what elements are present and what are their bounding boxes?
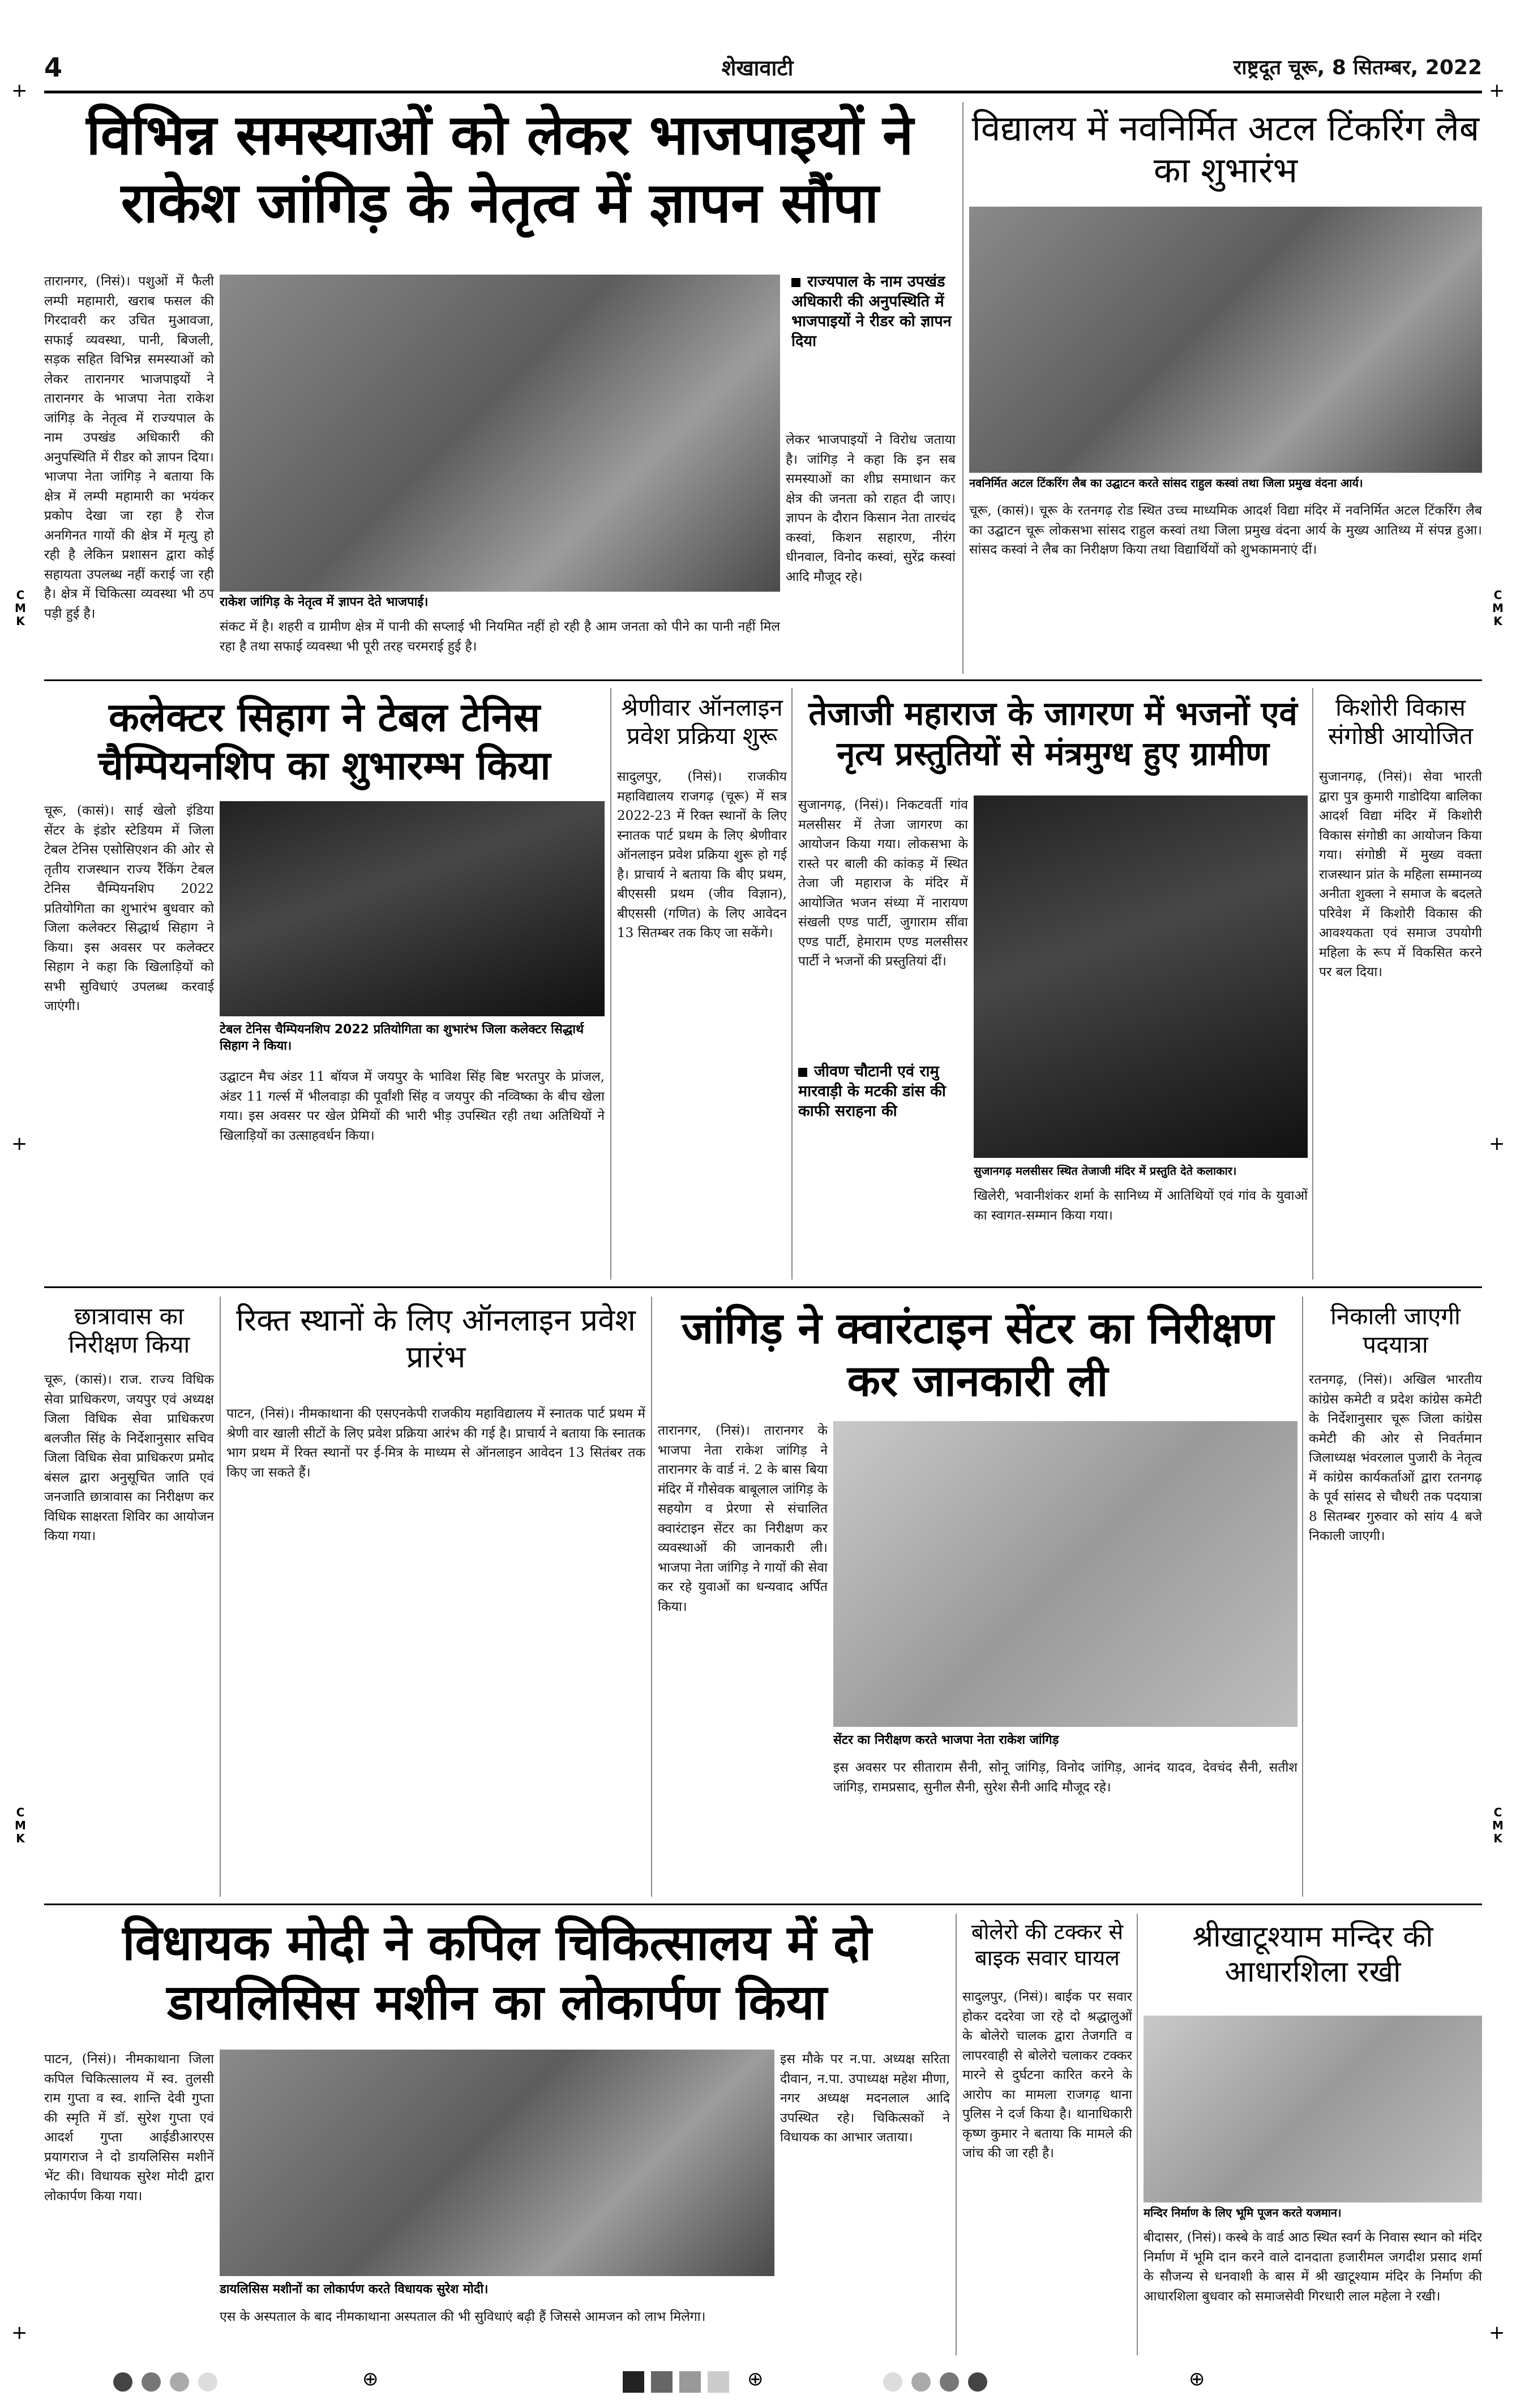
calibration-square [679, 2371, 701, 2393]
article-hostel-inspection [44, 1297, 214, 1897]
article-headline: किशोरी विकास संगोष्ठी आयोजित [1327, 694, 1474, 750]
article-callout [791, 272, 956, 419]
article-photo [1144, 2016, 1482, 2202]
registration-mark: + [1489, 1132, 1505, 1155]
article-body-side: इस मौके पर न.पा. अध्यक्ष सरिता दीवान, न.पा. उपाध्यक्ष महेश मीणा, नगर अध्यक्ष मदनलाल आदि उपस्थित रहे। चिकित्सकों ने विधायक का आभार जताया। [780, 2052, 950, 2145]
article-padyatra [1309, 1297, 1482, 1897]
article-body: चूरू, (कासं)। साई खेलो इंडिया सेंटर के इंडोर स्टेडियम में जिला टेबल टेनिस एसोसिएशन की ओर से तृतीय राजस्थान राज्य रैंकिंग टेबल टेनिस चैम्पियनशिप 2022 प्रतियोगिता का शुभारंभ बुधवार को जिला कलेक्टर सिद्धार्थ सिहाग ने किया। इस अवसर पर कलेक्टर सिहाग ने कहा कि खिलाड़ियों को सभी सुविधाएं उपलब्ध करवाई जाएंगी। [44, 803, 214, 1013]
section-rule [44, 1904, 1482, 1905]
article-headline: श्रीखाटूश्याम मन्दिर की आधारशिला रखी [1192, 1920, 1433, 1990]
masthead [44, 50, 1482, 89]
article-quarantine-center [658, 1297, 1297, 1897]
article-tejaji-jagran [798, 688, 1308, 1280]
article-body: सुजानगढ़, (निसं)। सेवा भारती द्वारा पुत्र कुमारी गाडोदिया बालिका आदर्श विद्या मंदिर में किशोरी विकास संगोष्ठी का आयोजन किया गया। संगोष्ठी में मुख्य वक्ता राजस्थान प्रांत के महिला सम्मानव्य अनीता शुक्ला ने समाज के बदलते परिवेश में किशोरी विकास की आवश्यकता एवं समाज उपयोगी महिला के रूप में विकसित करने पर बल दिया। [1319, 769, 1482, 980]
article-photo [833, 1421, 1297, 1727]
registration-mark: ⊕ [747, 2368, 764, 2390]
column-divider [610, 688, 611, 1280]
color-calibration-bar [0, 2361, 1516, 2406]
article-body-continued: उद्घाटन मैच अंडर 11 बॉयज में जयपुर के भाविश सिंह बिष्ट भरतपुर के प्रांजल, अंडर 11 गर्ल्स में भीलवाड़ा की पूर्वांशी सिंह व जयपुर की नव्विष्का के बीच खेला गया। इस अवसर पर खेल प्रेमियों की भारी भीड़ उपस्थित रही तथा अतिथियों ने खिलाड़ियों का उत्साहवर्धन किया। [220, 1070, 605, 1143]
cmyk-marker: C M K [15, 588, 26, 628]
article-headline: कलेक्टर सिहाग ने टेबल टेनिस चैम्पियनशिप का शुभारम्भ किया [98, 694, 551, 789]
photo-caption: सेंटर का निरीक्षण करते भाजपा नेता राकेश जांगिड़ [833, 1733, 1059, 1747]
article-headline: विधायक मोदी ने कपिल चिकित्सालय में दो डायलिसिस मशीन का लोकार्पण किया [122, 1915, 872, 2031]
article-headline: तेजाजी महाराज के जागरण में भजनों एवं नृत्य प्रस्तुतियों से मंत्रमुग्ध हुए ग्रामीण [808, 694, 1297, 773]
bullet-square-icon [798, 1068, 807, 1077]
edition-dateline: राष्ट्रदूत चूरू, 8 सितम्बर, 2022 [1233, 56, 1482, 79]
masthead-rule [44, 91, 1482, 93]
calibration-dot [883, 2372, 902, 2392]
calibration-dot [142, 2372, 161, 2392]
calibration-dot [940, 2372, 959, 2392]
article-body-continued: एस के अस्पताल के बाद नीमकाथाना अस्पताल की भी सुविधाएं बढ़ी हैं जिससे आमजन को लाभ मिलेगा। [220, 2309, 706, 2324]
article-body-columns: संकट में है। शहरी व ग्रामीण क्षेत्र में पानी की सप्लाई भी नियमित नहीं हो रही है आम जनता को पीने का पानी नहीं मिल रहा है तथा सफाई व्यवस्था भी पूरी तरह चरमराई हुई है। [220, 619, 780, 654]
registration-mark: + [11, 2321, 28, 2344]
calibration-dot [170, 2372, 189, 2392]
registration-mark: ⊕ [362, 2368, 379, 2390]
registration-mark: + [11, 1132, 28, 1155]
article-headline: छात्रावास का निरीक्षण किया [68, 1302, 190, 1359]
column-divider [956, 1914, 957, 2355]
calibration-dot [198, 2372, 217, 2392]
article-headline: जांगिड़ ने क्वारंटाइन सेंटर का निरीक्षण कर जानकारी ली [681, 1303, 1274, 1406]
article-online-admission [617, 688, 787, 1280]
article-photo [220, 275, 780, 592]
article-table-tennis [44, 688, 605, 1280]
article-body: सादुलपुर, (निसं)। बाईक पर सवार होकर ददरेवा जा रहे दो श्रद्धालुओं के बोलेरो चालक द्वारा तेजगति व लापरवाही से बोलेरो चलाकर टक्कर मारने से दुर्घटना कारित करने के आरोप का मामला राजगढ़ थाना पुलिस ने दर्ज किया है। थानाधिकारी कृष्ण कुमार ने बताया कि मामले की जांच की जा रही है। [962, 1990, 1132, 2161]
article-body: बीदासर, (निसं)। कस्बे के वार्ड आठ स्थित स्वर्ग के निवास स्थान को मंदिर निर्माण में भूमि दान करने वाले दानदाता हजारीमल जगदीश प्रसाद शर्मा के सौजन्य से धनवाशी के बास में श्री खाटूश्याम मंदिर के निर्माण की आधारशिला बुधवार को समाजसेवी गिरधारी लाल महेला ने रखी। [1144, 2230, 1482, 2304]
article-photo [220, 801, 605, 1016]
cmyk-marker: C M K [15, 1806, 26, 1845]
article-body: पाटन, (निसं)। नीमकाथाना जिला कपिल चिकित्सालय में स्व. तुलसी राम गुप्ता व स्व. शान्ति देवी गुप्ता की स्मृति में डॉ. सुरेश गुप्ता एवं आदर्श गुप्ता आईडीआरएस प्रयागराज ने दो डायलिसिस मशीनें भेंट की। विधायक सुरेश मोदी द्वारा लोकार्पण किया गया। [44, 2052, 214, 2204]
article-bjp-memorandum [44, 102, 956, 674]
cmyk-marker: C M K [1492, 588, 1504, 628]
article-body: चूरू, (कासं)। राज. राज्य विधिक सेवा प्राधिकरण, जयपुर एवं अध्यक्ष जिला विधिक सेवा प्राधिकरण बलजीत सिंह के निर्देशानुसार सचिव जिला विधिक सेवा प्राधिकरण प्रमोद बंसल द्वारा अनुसूचित जाति एवं जनजाति छात्रावास का निरीक्षण कर विधिक साक्षरता शिविर का आयोजन किया गया। [44, 1372, 214, 1543]
calibration-square [623, 2371, 644, 2393]
calibration-dot [113, 2372, 132, 2392]
callout-text: राज्यपाल के नाम उपखंड अधिकारी की अनुपस्थिति में भाजपाइयों ने रीडर को ज्ञापन दिया [791, 273, 952, 350]
photo-caption: नवनिर्मित अटल टिंकरिंग लैब का उद्घाटन करते सांसद राहुल कस्वां तथा जिला प्रमुख वंदना आर्य। [969, 476, 1363, 490]
column-divider [1302, 1297, 1303, 1897]
column-divider [962, 102, 963, 674]
registration-mark: ⊕ [1189, 2368, 1205, 2390]
article-dialysis [44, 1914, 950, 2355]
article-headline: बोलेरो की टक्कर से बाइक सवार घायल [971, 1919, 1124, 1970]
article-photo [974, 795, 1308, 1158]
article-body: चूरू, (कासं)। चूरू के रतनगढ़ रोड स्थित उच्च माध्यमिक आदर्श विद्या मंदिर में नवनिर्मित अटल टिंकरिंग लैब का उद्घाटन चूरू लोकसभा सांसद राहुल कस्वां तथा जिला प्रमुख वंदना आर्य के मुख्य आतिथ्य में संपन्न हुआ। सांसद कस्वां ने लैब का निरीक्षण किया तथा विद्यार्थियों को शुभकामनाएं दीं। [969, 503, 1482, 557]
article-headline: रिक्त स्थानों के लिए ऑनलाइन प्रवेश प्रारंभ [236, 1302, 636, 1375]
article-shyam-mandir [1144, 1914, 1482, 2355]
section-rule [44, 679, 1482, 681]
article-body: तारानगर, (निसं)। पशुओं में फैली लम्पी महामारी, खराब फसल की गिरदावरी कर उचित मुआवजा, सफाई व्यवस्था, पानी, बिजली, सड़क सहित विभिन्न समस्याओं को लेकर तारानगर भाजपाइयों ने तारानगर के भाजपा नेता राकेश जांगिड़ के नेतृत्व में राज्यपाल के नाम उपखंड अधिकारी की अनुपस्थिति में रीडर को ज्ञापन दिया। भाजपा नेता जांगिड़ ने बताया कि क्षेत्र में लम्पी महामारी का भयंकर प्रकोप देखा जा रहा है रोज अनगिनत गायों की क्षेत्र में मृत्यु हो रही है लेकिन प्रशासन द्वारा कोई सहायता उपलब्ध नहीं कराई जा रही है। क्षेत्र में चिकित्सा व्यवस्था भी ठप पड़ी हुई है। [44, 274, 214, 621]
column-divider [791, 688, 793, 1280]
article-photo [969, 207, 1482, 473]
article-headline: विद्यालय में नवनिर्मित अटल टिंकरिंग लैब का शुभारंभ [971, 108, 1480, 191]
cmyk-marker: C M K [1492, 1806, 1504, 1845]
calibration-dot [911, 2372, 931, 2392]
photo-caption: मन्दिर निर्माण के लिए भूमि पूजन करते यजमान। [1144, 2206, 1342, 2219]
calibration-square [708, 2371, 729, 2393]
article-atal-tinkering-lab [969, 102, 1482, 674]
article-vacancy-admission [226, 1297, 645, 1897]
photo-caption: सुजानगढ़ मलसीसर स्थित तेजाजी मंदिर में प्रस्तुति देते कलाकार। [974, 1164, 1237, 1178]
article-bolero-accident [962, 1914, 1132, 2355]
registration-mark: + [1489, 79, 1505, 102]
article-body: रतनगढ़, (निसं)। अखिल भारतीय कांग्रेस कमेटी व प्रदेश कांग्रेस कमेटी के निर्देशानुसार चूरू जिला कांग्रेस कमेटी की ओर से निवर्तमान जिलाध्यक्ष भंवरलाल पुजारी के नेतृत्व में कांग्रेस कार्यकर्ताओं द्वारा रतनगढ़ के पूर्व सांसद से चौधरी तक पदयात्रा 8 सितम्बर गुरुवार को सांय 4 बजे निकाली जाएगी। [1309, 1372, 1482, 1543]
calibration-square [651, 2371, 673, 2393]
photo-caption: राकेश जांगिड़ के नेतृत्व में ज्ञापन देते भाजपाई। [220, 595, 429, 609]
callout-text: जीवण चौटानी एवं रामु मारवाड़ी के मटकी डांस की काफी सराहना की [798, 1063, 946, 1120]
article-body: सुजानगढ़, (निसं)। निकटवर्ती गांव मलसीसर में तेजा जागरण का आयोजन किया गया। लोकसभा के रास्ते पर बाली की कांकड़ में स्थित तेजा जी महाराज के मंदिर में आयोजित भजन संध्या में नारायण संखली एण्ड पार्टी, जुगाराम सींवा एण्ड पार्टी, हेमाराम एण्ड मलसीसर पार्टी ने भजनों की प्रस्तुतियां दीं। [798, 798, 968, 969]
article-body-continued: खिलेरी, भवानीशंकर शर्मा के सानिध्य में आतिथियों एवं गांव के युवाओं का स्वागत-सम्मान किया गया। [974, 1188, 1308, 1223]
article-body: पाटन, (निसं)। नीमकाथाना की एसएनकेपी राजकीय महाविद्यालय में स्नातक पार्ट प्रथम में श्रेणी वार खाली सीटों के लिए प्रवेश प्रक्रिया आरंभ की गई है। प्राचार्य ने बताया कि स्नातक भाग प्रथम में रिक्त स्थानों पर ई-मित्र के माध्यम से ऑनलाइन आवेदन 13 सितंबर तक किए जा सकते हैं। [226, 1406, 645, 1480]
article-kishori-vikas [1319, 688, 1482, 1280]
page-number: 4 [44, 52, 63, 83]
bullet-square-icon [791, 278, 800, 287]
article-body-continued: लेकर भाजपाइयों ने विरोध जताया है। जांगिड़ ने कहा कि इन सब समस्याओं का शीघ्र समाधान कर क्षेत्र की जनता को राहत दी जाए। ज्ञापन के दौरान किसान नेता तारचंद कस्वां, किशन सहारण, नीरंग धीनवाल, विनोद कस्वां, सुरेंद्र कस्वां आदि मौजूद रहे। [786, 433, 956, 584]
column-divider [1137, 1914, 1138, 2355]
article-body-continued: इस अवसर पर सीताराम सैनी, सोनू जांगिड़, विनोद जांगिड़, आनंद यादव, देवचंद सैनी, सतीश जांगिड़, रामप्रसाद, सुनील सैनी, सुरेश सैनी आदि मौजूद रहे। [833, 1760, 1297, 1795]
article-photo [220, 2050, 774, 2276]
article-body: सादुलपुर, (निसं)। राजकीय महाविद्यालय राजगढ़ (चूरू) में सत्र 2022-23 में रिक्त स्थानों के लिए स्नातक पार्ट प्रथम के लिए श्रेणीवार ऑनलाइन प्रवेश प्रक्रिया शुरू हो गई है। प्राचार्य ने बताया कि बीए प्रथम, बीएससी प्रथम (जीव विज्ञान), बीएससी (गणित) के लिए आवेदन 13 सितम्बर तक किए जा सकेंगे। [617, 769, 787, 940]
article-body: तारानगर, (निसं)। तारानगर के भाजपा नेता राकेश जांगिड़ ने तारानगर के वार्ड नं. 2 के बास बिया मंदिर में गौसेवक बाबूलाल जांगिड़ के सहयोग व प्रेरणा से संचालित क्वारंटाइन सेंटर का निरीक्षण कर व्यवस्थाओं की जानकारी ली। भाजपा नेता जांगिड़ ने गायों की सेवा कर रहे युवाओं का धन्यवाद अर्पित किया। [658, 1423, 828, 1614]
registration-mark: + [1489, 2321, 1505, 2344]
registration-mark: + [11, 79, 28, 102]
column-divider [1312, 688, 1313, 1280]
article-headline: श्रेणीवार ऑनलाइन प्रवेश प्रक्रिया शुरू [621, 694, 783, 750]
photo-caption: टेबल टेनिस चैम्पियनशिप 2022 प्रतियोगिता का शुभारंभ जिला कलेक्टर सिद्धार्थ सिहाग ने किया। [220, 1023, 584, 1053]
calibration-dot [968, 2372, 987, 2392]
section-rule [44, 1286, 1482, 1288]
article-headline: निकाली जाएगी पदयात्रा [1330, 1302, 1461, 1359]
column-divider [651, 1297, 652, 1897]
photo-caption: डायलिसिस मशीनों का लोकार्पण करते विधायक सुरेश मोदी। [220, 2282, 489, 2296]
article-callout [798, 1062, 968, 1169]
column-divider [220, 1297, 221, 1897]
article-headline: विभिन्न समस्याओं को लेकर भाजपाइयों ने राकेश जांगिड़ के नेतृत्व में ज्ञापन सौंपा [86, 103, 914, 236]
section-name: शेखावाटी [721, 55, 794, 80]
